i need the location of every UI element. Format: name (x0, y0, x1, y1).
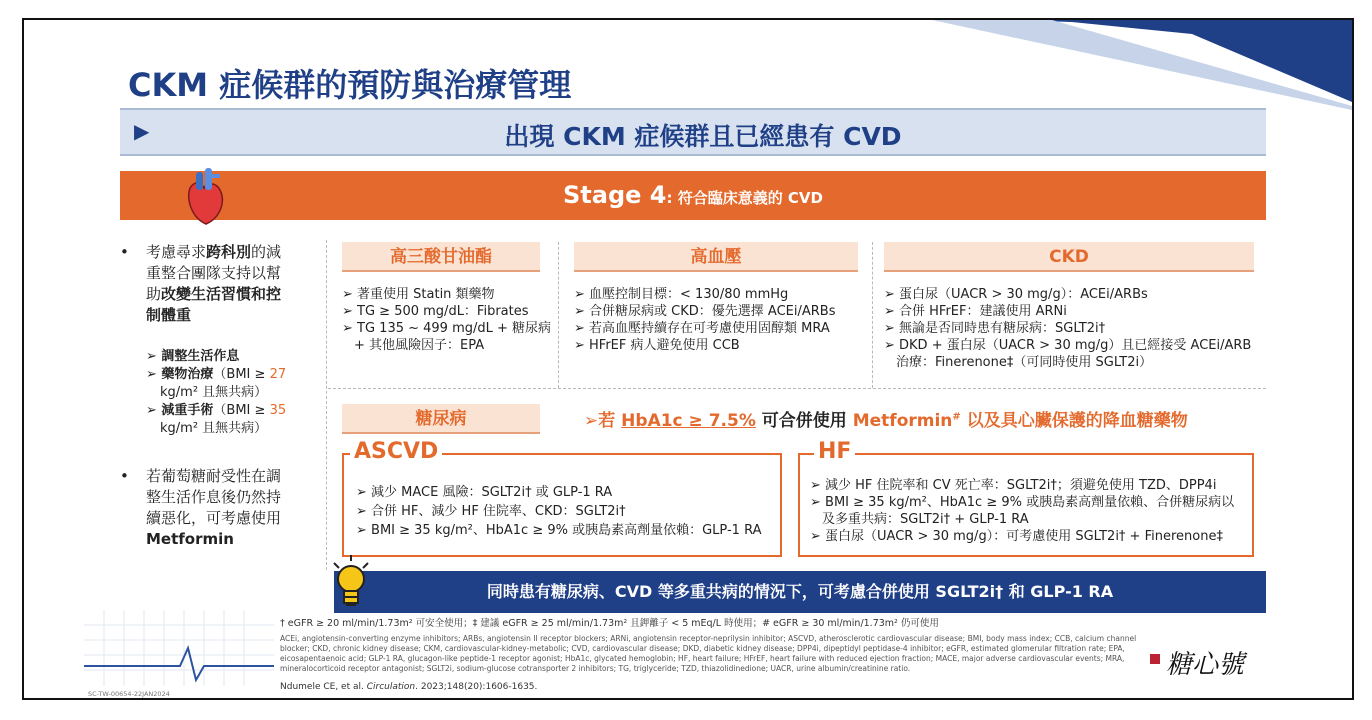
list-item: ➢ 蛋白尿（UACR > 30 mg/g）：ACEi/ARBs (884, 287, 1148, 302)
ecg-line-decoration (84, 610, 274, 686)
list-item: ➢ 減少 MACE 風險：SGLT2i† 或 GLP-1 RA (356, 485, 613, 500)
glucose-emphasis: Metformin (146, 530, 234, 548)
combination-banner: 同時患有糖尿病、CVD 等多重共病的情況下，可考慮合併使用 SGLT2i† 和 GLP-1 RA (334, 571, 1266, 613)
lifestyle-text: 的減 (251, 243, 282, 261)
ascvd-list (356, 483, 761, 540)
divider (328, 388, 1266, 389)
lightbulb-icon (330, 555, 372, 611)
sublist-item: ➢ 調整生活作息 (146, 349, 240, 364)
page-title: CKM 症候群的預防與治療管理 (128, 66, 572, 104)
diabetes-heading: 糖尿病 (342, 404, 540, 434)
ckd-heading: CKD (884, 242, 1254, 272)
bullet-dot: • (120, 243, 129, 261)
ckd-panel (884, 242, 1254, 371)
list-item: ➢ 合併 HFrEF：建議使用 ARNi (884, 304, 1067, 319)
section-subheader (120, 108, 1266, 156)
list-item: ➢ 無論是否同時患有糖尿病：SGLT2i† (884, 321, 1106, 336)
stage-description: : 符合臨床意義的 CVD (666, 189, 823, 207)
footnote-abbreviations: ACEi, angiotensin-converting enzyme inhibitors; ARBs, angiotensin II receptor blockers; ARNi, angiotensin receptor-neprilysin inhibitor; ASCVD, atherosclerotic cardiovascular disease; BMI, body mass index; CCB, calcium channel blocker; CKD, chronic kidney disease; CKM, cardiovascular-kidney-metabolic; CVD, cardiovascular disease; DKD, diabetic kidney disease; DPP4i, dipeptidyl peptidase-4 inhibitor; eGFR, estimated glomerular filtration rate; EPA, eicosapentaenoic acid; GLP-1 RA, glucagon-like peptide-1 receptor agonist; HbA1c, glycated hemoglobin; HF, heart failure; HFrEF, heart failure with reduced ejection fraction; MACE, major adverse cardiovascular events; MRA, mineralocorticoid receptor antagonist; SGLT2i, sodium-glucose cotransporter 2 inhibitors; TG, triglyceride; TZD, thiazolidinedione; UACR, urine albumin/creatinine ratio. (280, 634, 1137, 673)
diabetes-panel (342, 404, 540, 434)
reference-text: . 2023;148(20):1606-1635. (415, 682, 538, 692)
sublist-item: ➢ 減重手術 (146, 403, 214, 418)
bmi-value: 27 (269, 367, 287, 382)
corner-stripes-decoration (932, 20, 1352, 110)
lifestyle-emphasis: 制體重 (146, 306, 192, 324)
list-item: ➢ 血壓控制目標：< 130/80 mmHg (574, 287, 789, 302)
list-item: 及多重共病：SGLT2i† + GLP-1 RA (822, 512, 1029, 527)
ascvd-box (342, 439, 782, 557)
list-item: ➢ HFrEF 病人避免使用 CCB (574, 338, 740, 353)
bullet-dot: • (120, 467, 129, 485)
lifestyle-bullet (120, 242, 300, 326)
journal-name: Circulation (366, 682, 416, 692)
sublist-text: （BMI ≥ (213, 367, 270, 382)
list-item: ➢ 著重使用 Statin 類藥物 (342, 287, 495, 302)
hf-list (810, 477, 1234, 545)
glucose-bullet (120, 466, 300, 550)
bmi-value: 35 (269, 403, 287, 418)
lifestyle-text: 重整合團隊支持以幫 (146, 264, 282, 282)
list-item: ➢ 若高血壓持續存在可考慮使用固醇類 MRA (574, 321, 830, 336)
glucose-text: 續惡化，可考慮使用 (146, 509, 282, 527)
list-item: ➢ DKD + 蛋白尿（UACR > 30 mg/g）且已經接受 ACEi/ARB (884, 338, 1252, 353)
brand-logo: 糖心號 (1166, 650, 1245, 680)
glucose-text: 整生活作息後仍然持 (146, 488, 282, 506)
lifestyle-emphasis: 跨科別 (206, 243, 252, 261)
statement-text: 可合併使用 (755, 411, 853, 431)
statement-text: 以及具心臟保護的降血糖藥物 (960, 411, 1188, 431)
sublist-item: ➢ 藥物治療 (146, 367, 214, 382)
triglyceride-list (342, 286, 552, 354)
heart-icon (176, 166, 228, 228)
metformin-label: Metformin (852, 411, 953, 431)
ascvd-title: ASCVD (350, 439, 442, 464)
lifestyle-emphasis: 改變生活習慣和控 (161, 285, 282, 303)
hf-title: HF (814, 439, 855, 464)
divider (872, 242, 873, 388)
hf-box (798, 439, 1254, 557)
subheader-text: 出現 CKM 症候群且已經患有 CVD (504, 122, 902, 151)
triglyceride-heading: 高三酸甘油酯 (342, 242, 540, 272)
divider (326, 240, 327, 570)
sublist-text: （BMI ≥ (213, 403, 270, 418)
footnote-mark: # (952, 411, 961, 423)
slide (22, 18, 1354, 700)
list-item: ➢ 減少 HF 住院率和 CV 死亡率：SGLT2i†；須避免使用 TZD、DPP4i (810, 478, 1217, 493)
reference (280, 682, 537, 693)
statement-text: ➢若 (584, 411, 622, 431)
hba1c-threshold: HbA1c ≥ 7.5% (621, 411, 756, 431)
ckd-list (884, 286, 1254, 371)
lifestyle-sublist (120, 348, 300, 438)
sublist-text: kg/m² 且無共病） (160, 385, 268, 400)
divider (558, 242, 559, 388)
sublist-text: kg/m² 且無共病） (160, 421, 268, 436)
list-item: ➢ 蛋白尿（UACR > 30 mg/g）：可考慮使用 SGLT2i† + Finerenone‡ (810, 529, 1223, 544)
list-item: ➢ 合併糖尿病或 CKD：優先選擇 ACEi/ARBs (574, 304, 836, 319)
stage-label: Stage 4 (563, 181, 667, 209)
lifestyle-text: 助 (146, 285, 162, 303)
list-item: ➢ BMI ≥ 35 kg/m²、HbA1c ≥ 9% 或胰島素高劑量依賴、合併糖尿病以 (810, 495, 1235, 510)
footnote-thresholds: † eGFR ≥ 20 ml/min/1.73m² 可安全使用；‡ 建議 eGFR ≥ 25 ml/min/1.73m² 且鉀離子 < 5 mEq/L 時使用；# eGFR ≥ 30 ml/min/1.73m² 仍可使用 (280, 618, 939, 629)
hypertension-heading: 高血壓 (574, 242, 858, 272)
stage-banner (120, 171, 1266, 220)
lifestyle-column (120, 242, 300, 550)
logo-mark (1150, 654, 1160, 664)
lifestyle-text: 考慮尋求 (146, 243, 207, 261)
triglyceride-panel (342, 242, 552, 354)
glucose-text: 若葡萄糖耐受性在調 (146, 467, 282, 485)
hypertension-list (574, 286, 858, 354)
list-item: ➢ 合併 HF、減少 HF 住院率、CKD：SGLT2i† (356, 504, 626, 519)
list-item: 治療：Finerenone‡（可同時使用 SGLT2i） (896, 355, 1153, 370)
document-code: SC-TW-00654-22JAN2024 (88, 690, 170, 698)
list-item: ➢ TG ≥ 500 mg/dL：Fibrates (342, 304, 529, 319)
reference-text: Ndumele CE, et al. (280, 682, 367, 692)
list-item: + 其他風險因子：EPA (354, 338, 485, 353)
list-item: ➢ TG 135 ~ 499 mg/dL + 糖尿病 (342, 321, 552, 336)
hypertension-panel (574, 242, 858, 354)
play-arrow-icon: ▶ (134, 119, 150, 143)
diabetes-statement (584, 406, 1188, 431)
list-item: ➢ BMI ≥ 35 kg/m²、HbA1c ≥ 9% 或胰島素高劑量依賴：GLP-1 RA (356, 523, 762, 538)
